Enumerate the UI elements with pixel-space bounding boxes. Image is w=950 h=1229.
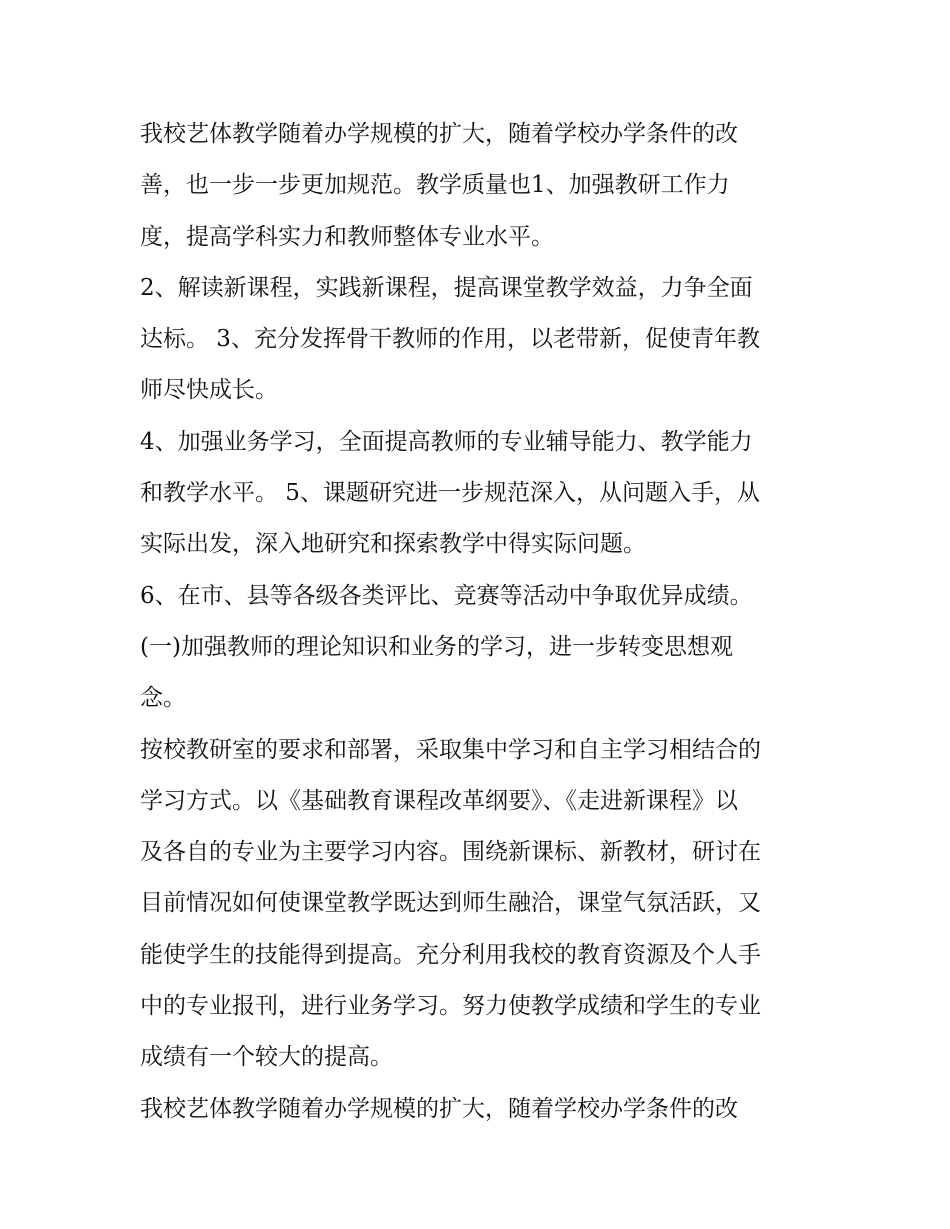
text-line: 念。 [140, 685, 186, 712]
text-line: 按校教研室的要求和部署，采取集中学习和自主学习相结合的 [140, 736, 761, 763]
text-line: 中的专业报刊，进行业务学习。努力使教学成绩和学生的专业 [140, 993, 761, 1020]
text-line: 实际出发，深入地研究和探索教学中得实际问题。 [140, 531, 646, 558]
text-line: 达标。 3、充分发挥骨干教师的作用，以老带新，促使青年教 [140, 326, 760, 353]
text-line: 目前情况如何使课堂教学既达到师生融洽，课堂气氛活跃，又 [140, 890, 761, 917]
text-line: 学习方式。以《基础教育课程改革纲要》、《走进新课程》以 [140, 787, 738, 814]
text-line: 我校艺体教学随着办学规模的扩大，随着学校办学条件的改 [140, 121, 738, 147]
text-line: 2、解读新课程，实践新课程，提高课堂教学效益，力争全面 [140, 274, 753, 301]
document-body [140, 109, 820, 1135]
text-line: 我校艺体教学随着办学规模的扩大，随着学校办学条件的改 [140, 1095, 738, 1122]
text-line: 4、加强业务学习，全面提高教师的专业辅导能力、教学能力 [140, 428, 753, 455]
text-line: 6、在市、县等各级各类评比、竞赛等活动中争取优异成绩。 [140, 582, 753, 609]
text-line: 和教学水平。 5、课题研究进一步规范深入，从问题入手，从 [140, 480, 760, 507]
text-line: 能使学生的技能得到提高。充分利用我校的教育资源及个人手 [140, 941, 761, 968]
text-line: 及各自的专业为主要学习内容。围绕新课标、新教材，研讨在 [140, 839, 761, 866]
text-line: 师尽快成长。 [140, 377, 278, 404]
text-line: 善，也一步一步更加规范。教学质量也1、加强教研工作力 [140, 172, 730, 199]
text-line: 成绩有一个较大的提高。 [140, 1044, 393, 1071]
text-line: (一)加强教师的理论知识和业务的学习，进一步转变思想观 [140, 633, 733, 660]
text-line: 度，提高学科实力和教师整体专业水平。 [140, 223, 554, 250]
